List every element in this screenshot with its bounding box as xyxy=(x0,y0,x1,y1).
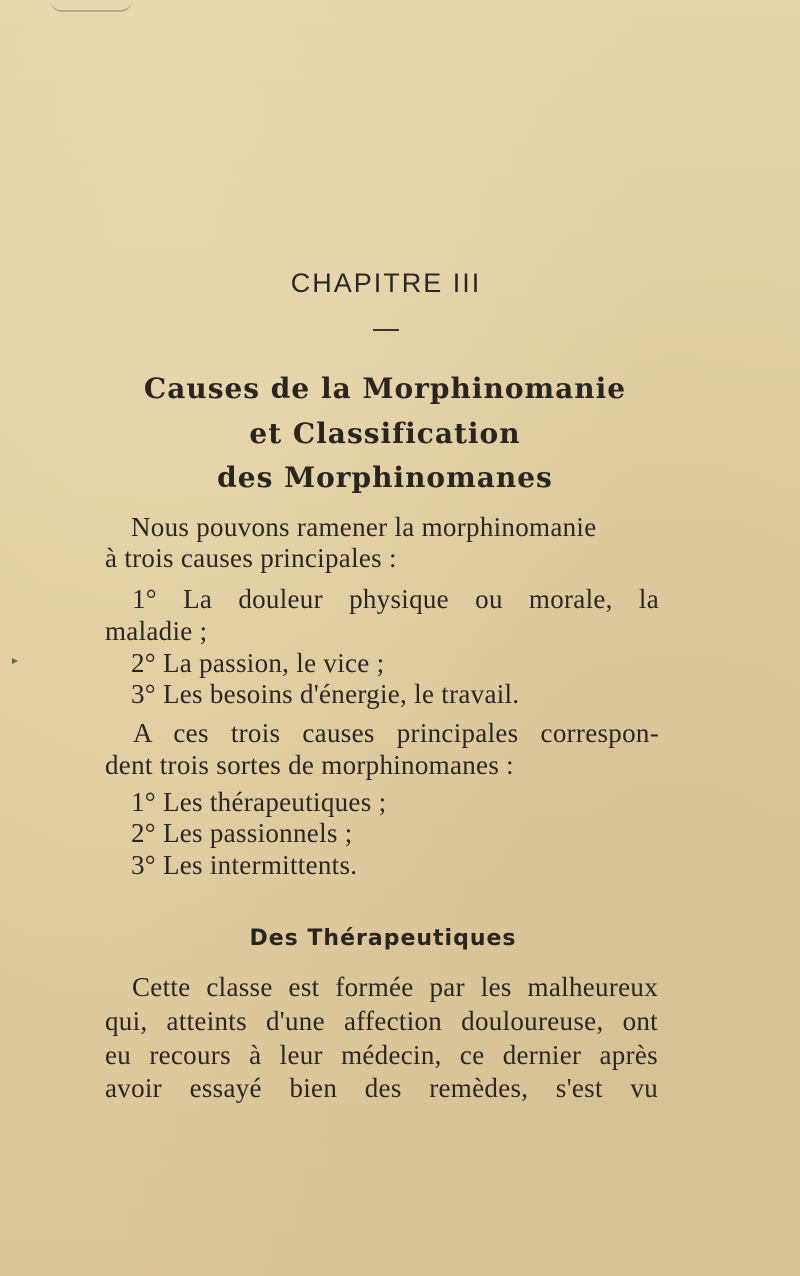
chapter-title-line-2: et Classification xyxy=(249,417,521,450)
chapter-number: CHAPITRE III xyxy=(290,268,482,298)
cause-item-2: 2° La passion, le vice ; xyxy=(131,648,385,678)
paragraph-1-line-2: à trois causes principales : xyxy=(105,543,397,573)
chapter-title-line-3: des Morphinomanes xyxy=(217,461,553,494)
paragraph-3-line-4: avoir essayé bien des remèdes, s'est vu xyxy=(105,1073,658,1103)
cause-item-3: 3° Les besoins d'énergie, le travail. xyxy=(131,679,520,709)
type-item-3: 3° Les intermittents. xyxy=(131,850,358,880)
margin-mark xyxy=(12,658,18,664)
cause-item-1: 1° La douleur physique ou morale, la xyxy=(132,584,659,614)
type-item-2: 2° Les passionnels ; xyxy=(131,818,353,848)
paragraph-2-line-2: dent trois sortes de morphinomanes : xyxy=(105,750,514,780)
section-heading: Des Thérapeutiques xyxy=(249,926,517,951)
paragraph-1-line-1: Nous pouvons ramener la morphinomanie xyxy=(131,512,597,542)
paragraph-2-line-1: A ces trois causes principales correspon- xyxy=(133,718,659,748)
paragraph-3-line-1: Cette classe est formée par les malheureux xyxy=(132,972,658,1002)
chapter-divider xyxy=(373,329,399,331)
type-item-1: 1° Les thérapeutiques ; xyxy=(131,787,387,817)
page-edge-mark xyxy=(50,0,132,12)
cause-item-1-continued: maladie ; xyxy=(105,616,208,646)
paragraph-3-line-3: eu recours à leur médecin, ce dernier après xyxy=(105,1040,658,1070)
paragraph-3-line-2: qui, atteints d'une affection douloureuse, ont xyxy=(105,1006,658,1036)
chapter-title-line-1: Causes de la Morphinomanie xyxy=(143,372,627,405)
